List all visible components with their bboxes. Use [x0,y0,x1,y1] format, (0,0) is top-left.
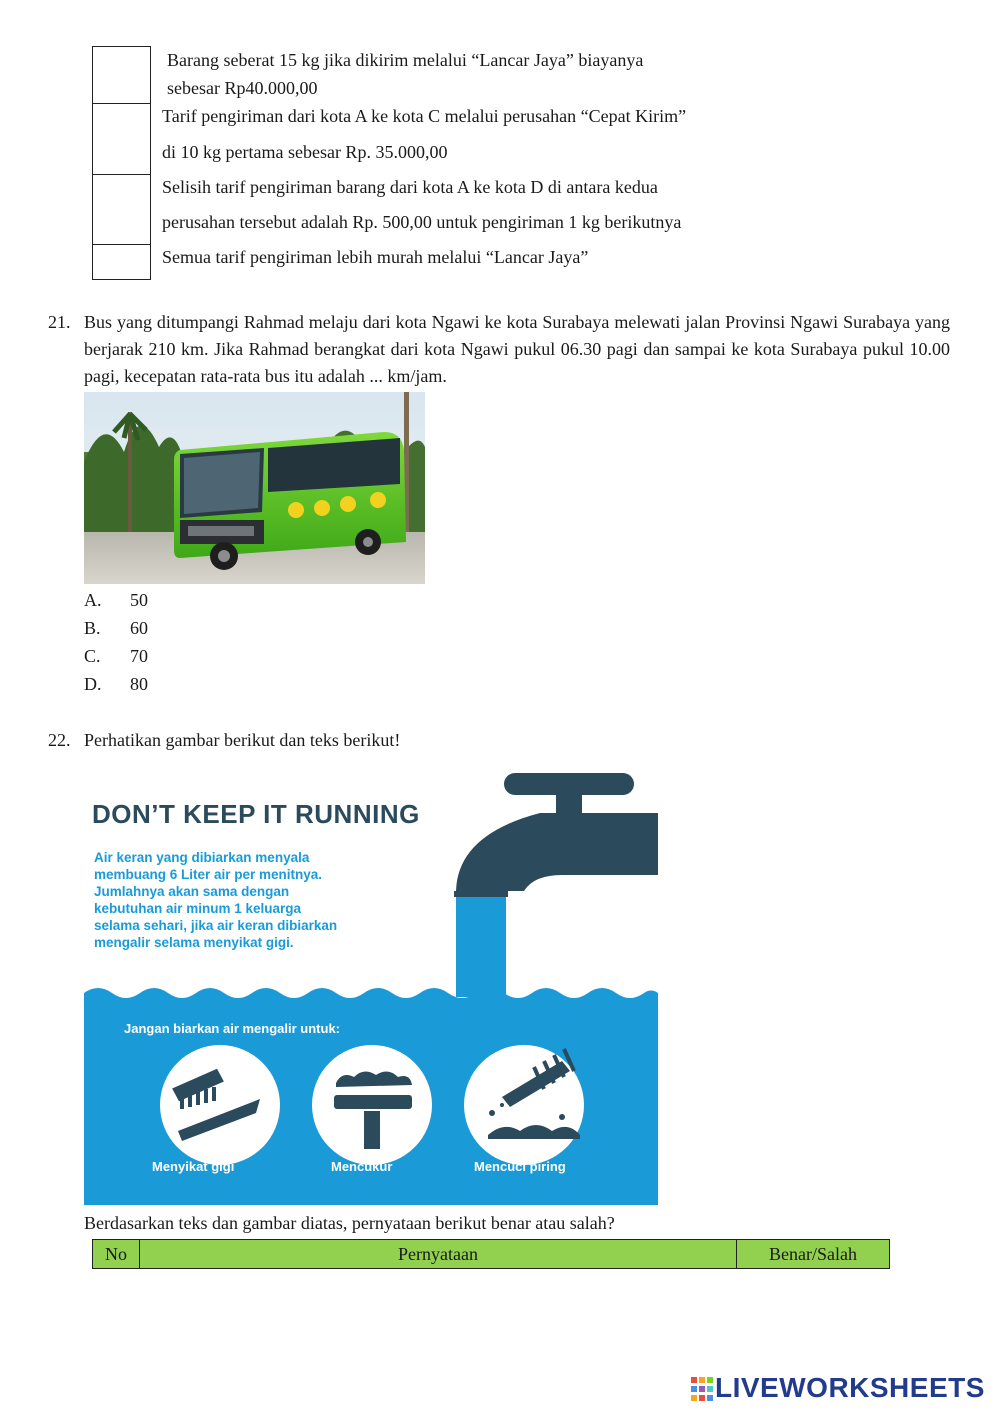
answer-box-1[interactable] [92,46,151,104]
poster-title: DON’T KEEP IT RUNNING [92,799,420,829]
answer-box-3[interactable] [92,174,151,245]
logo-grid-icon [691,1377,713,1401]
poster-body-line-1: Air keran yang dibiarkan menyala [94,850,310,865]
q21-option-c [84,646,148,667]
q21-option-b [84,618,148,639]
q22-question: Berdasarkan teks dan gambar diatas, pernyataan berikut benar atau salah? [84,1213,615,1233]
q21-option-d [84,674,148,695]
q22-text: Perhatikan gambar berikut dan teks berikut! [84,730,401,750]
poster-body-line-2: membuang 6 Liter air per menitnya. [94,867,323,882]
statement-2-line-2: di 10 kg pertama sebesar Rp. 35.000,00 [162,142,448,162]
poster-body-line-3: Jumlahnya akan sama dengan [94,884,290,899]
statement-3-line-2: perusahan tersebut adalah Rp. 500,00 untuk pengiriman 1 kg berikutnya [162,212,682,232]
statement-2-line-1: Tarif pengiriman dari kota A ke kota C melalui perusahan “Cepat Kirim” [162,106,687,126]
poster-body-line-5: selama sehari, jika air keran dibiarkan [94,918,338,933]
statement-3-line-1: Selisih tarif pengiriman barang dari kota A ke kota D di antara kedua [162,177,658,197]
header-no: No [93,1240,140,1269]
answer-table [92,1239,890,1269]
q21-text: Bus yang ditumpangi Rahmad melaju dari kota Ngawi ke kota Surabaya melewati jalan Provinsi Ngawi Surabaya yang berjarak 210 km. Jika Rahmad berangkat dari kota Ngawi pukul 06.30 pagi dan sampai ke kota Surabaya pukul 10.00 pagi, kecepatan rata-rata bus itu adalah ... km/jam. [84,312,950,386]
q21-number: 21. [48,312,71,332]
poster-body-line-4: kebutuhan air minum 1 keluarga [94,901,302,916]
statement-4-line-1: Semua tarif pengiriman lebih murah melalui “Lancar Jaya” [162,247,589,267]
q21-option-c-letter: C. [84,646,101,666]
header-benar-salah: Benar/Salah [737,1240,890,1269]
q21-option-a [84,590,148,611]
q21-option-b-letter: B. [84,618,101,638]
bus-photo [84,392,425,584]
water-poster [84,765,658,1205]
statement-1-line-2: sebesar Rp40.000,00 [167,78,318,98]
q22-number: 22. [48,730,71,750]
answer-box-4[interactable] [92,244,151,280]
q21-option-c-value: 70 [130,646,148,666]
q21-option-b-value: 60 [130,618,148,638]
answer-box-2[interactable] [92,103,151,175]
q21-option-d-letter: D. [84,674,102,694]
answer-table-header [93,1240,890,1269]
q21-option-a-letter: A. [84,590,102,610]
caption-mencuci-piring: Mencuci piring [474,1159,566,1174]
caption-menyikat-gigi: Menyikat gigi [152,1159,235,1174]
q21-option-a-value: 50 [130,590,148,610]
q21-option-d-value: 80 [130,674,148,694]
poster-instruction: Jangan biarkan air mengalir untuk: [124,1021,340,1036]
poster-body-line-6: mengalir selama menyikat gigi. [94,935,294,950]
logo-text: LIVEWORKSHEETS [715,1372,985,1403]
caption-mencukur: Mencukur [331,1159,393,1174]
statement-1-line-1: Barang seberat 15 kg jika dikirim melalui “Lancar Jaya” biayanya [167,50,644,70]
poster-body [94,849,454,951]
header-pernyataan: Pernyataan [140,1240,737,1269]
